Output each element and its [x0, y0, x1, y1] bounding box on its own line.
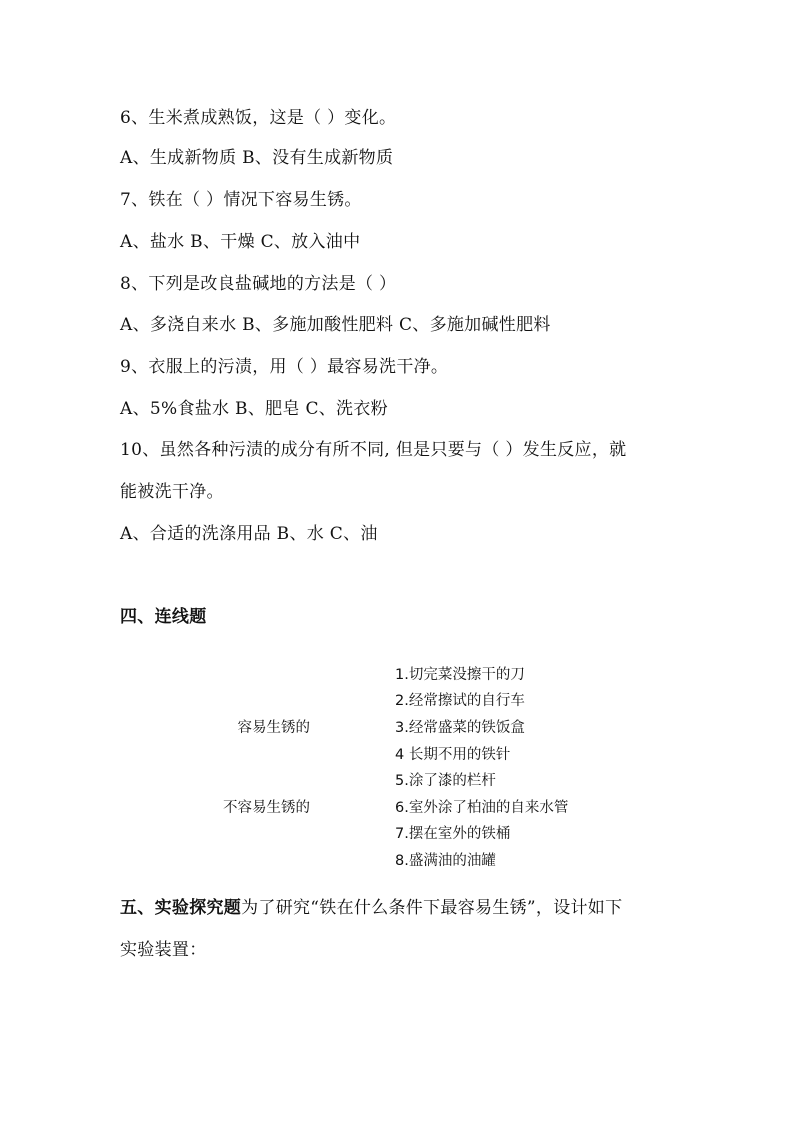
question-7: 7、铁在（ ）情况下容易生锈。 [120, 190, 362, 210]
section-5-text: 为了研究“铁在什么条件下最容易生锈”，设计如下 [241, 898, 623, 918]
section-5-line-2: 实验装置： [120, 940, 207, 960]
connect-left-rusts-easily: 容易生锈的 [237, 720, 310, 736]
connect-item-6: 6.室外涂了柏油的自来水管 [395, 800, 569, 816]
connect-item-4: 4 长期不用的铁针 [395, 747, 511, 763]
question-8-options: A、多浇自来水 B、多施加酸性肥料 C、多施加碱性肥料 [120, 315, 551, 335]
question-6: 6、生米煮成熟饭，这是（ ）变化。 [120, 108, 397, 128]
question-7-options: A、盐水 B、干燥 C、放入油中 [120, 232, 361, 252]
question-6-options: A、生成新物质 B、没有生成新物质 [120, 148, 394, 168]
connect-item-8: 8.盛满油的油罐 [395, 853, 496, 869]
connect-item-2: 2.经常擦试的自行车 [395, 693, 525, 709]
connect-item-7: 7.摆在室外的铁桶 [395, 826, 511, 842]
connect-item-3: 3.经常盛菜的铁饭盒 [395, 720, 525, 736]
question-9-options: A、5%食盐水 B、肥皂 C、洗衣粉 [120, 399, 388, 419]
section-4-title: 四、连线题 [120, 607, 207, 627]
section-5-title: 五、实验探究题 [120, 898, 242, 918]
connect-item-1: 1.切完菜没擦干的刀 [395, 667, 525, 683]
question-8: 8、下列是改良盐碱地的方法是（ ） [120, 274, 397, 294]
question-10-line-2: 能被洗干净。 [120, 482, 224, 502]
connect-item-5: 5.涂了漆的栏杆 [395, 773, 496, 789]
connect-left-rusts-hardly: 不容易生锈的 [223, 800, 310, 816]
question-10-line-1: 10、虽然各种污渍的成分有所不同, 但是只要与（ ）发生反应，就 [120, 440, 627, 460]
question-9: 9、衣服上的污渍，用（ ）最容易洗干净。 [120, 357, 449, 377]
section-5-line-1 [120, 897, 622, 919]
question-10-options: A、合适的洗涤用品 B、水 C、油 [120, 524, 378, 544]
